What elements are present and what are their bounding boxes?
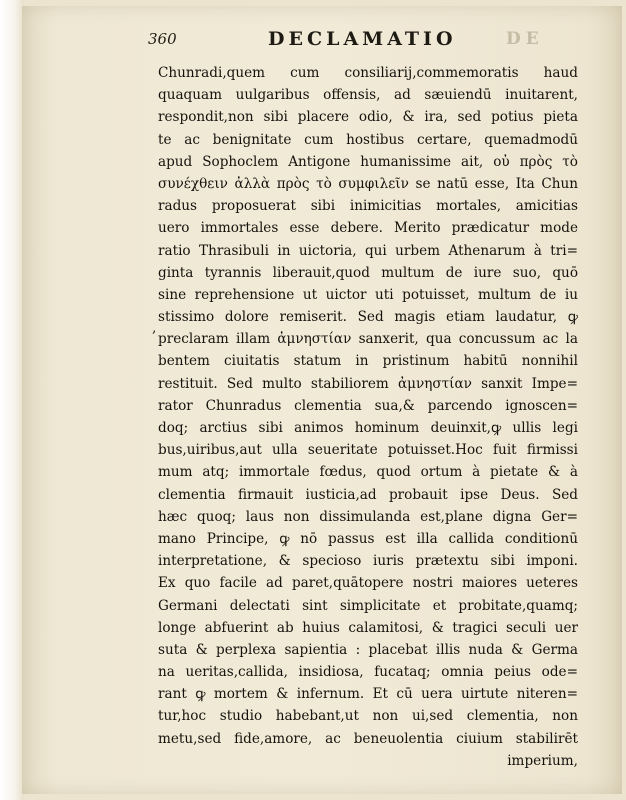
text-line: rant ꝙ mortem & infernum. Et cū uera uirtute niteren= (158, 686, 578, 703)
text-line: clementia firmauit iusticia,ad probauit ipse Deus. Sed (158, 486, 578, 503)
text-line: restituit. Sed multo stabiliorem ἀμνηστίαν sanxit Impe= (158, 375, 578, 392)
text-line: tur,hoc studio habebant,ut non ui,sed clementia, non (158, 708, 578, 725)
text-line: mano Principe, ꝙ nō passus est illa callida conditionū (158, 530, 578, 547)
margin-mark: , (152, 320, 157, 336)
text-line: metu,sed fide,amore, ac beneuolentia ciuium stabilirēt (158, 730, 578, 747)
text-line: stissimo dolore remiserit. Sed magis etiam laudatur, ꝙ (158, 309, 578, 326)
text-line: mum atq; immortale fœdus, quod ortum à pietate & à (158, 464, 578, 481)
bleed-through-text: DE (506, 29, 544, 49)
text-line: Ex quo facile ad paret,quātopere nostri maiores ueteres (158, 575, 578, 592)
text-line: longe abfuerint ab huius calamitosi, & tragici seculi uer (158, 619, 578, 636)
text-line: radus proposuerat sibi inimicitias mortales, amicitias (158, 198, 578, 215)
page-header (148, 26, 608, 56)
page-gutter (0, 0, 24, 800)
text-line: suta & perplexa sapientia : placebat illis nuda & Germa (158, 641, 578, 658)
text-line: quaquam uulgaribus offensis, ad sæuiendū inuitarent, (158, 87, 578, 104)
text-line: preclaram illam ἀμνηστίαν sanxerit, qua concussum ac la (158, 331, 578, 348)
text-line: bentem ciuitatis statum in pristinum habitū nonnihil (158, 353, 578, 370)
body-text (158, 62, 578, 772)
text-line: Germani delectati sint simplicitate et probitate,quamq; (158, 597, 578, 614)
page-number: 360 (148, 30, 177, 48)
text-line: ratio Thrasibuli in uictoria, qui urbem Athenarum à tri= (158, 242, 578, 259)
running-head: DECLAMATIO (268, 28, 457, 50)
text-line: rator Chunradus clementia sua,& parcendo ignoscen= (158, 397, 578, 414)
text-line: respondit,non sibi placere odio, & ira, sed potius pieta (158, 109, 578, 126)
text-line: ginta tyrannis liberauit,quod multum de iure suo, quō (158, 264, 578, 281)
text-line: hæc quoq; laus non dissimulanda est,plane digna Ger= (158, 508, 578, 525)
text-line: Chunradi,quem cum consiliarij,commemoratis haud (158, 65, 578, 81)
text-line: te ac benignitate cum hostibus certare, quemadmodū (158, 131, 578, 148)
text-line: doq; arctius sibi animos hominum deuinxit,ꝙ ullis legi (158, 420, 578, 436)
text-line: interpretatione, & specioso iuris prætextu sibi imponi. (158, 553, 578, 570)
catchword: imperium, (507, 752, 578, 769)
text-line: bus,uiribus,aut ulla seueritate potuisset.Hoc fuit firmissi (158, 442, 578, 459)
text-line: na ueritas,callida, insidiosa, fucataq; omnia peius ode= (158, 664, 578, 681)
text-line: uero immortales esse debere. Merito prædicatur mode (158, 220, 578, 237)
text-line: apud Sophoclem Antigone humanissime ait, οὐ πρὸς τὸ (158, 153, 578, 170)
text-line: συνέχθειν ἀλλὰ πρὸς τὸ συμφιλεῖν se natū esse, Ita Chun (158, 175, 578, 192)
text-line: sine reprehensione ut uictor uti potuisset, multum de iu (158, 286, 578, 303)
